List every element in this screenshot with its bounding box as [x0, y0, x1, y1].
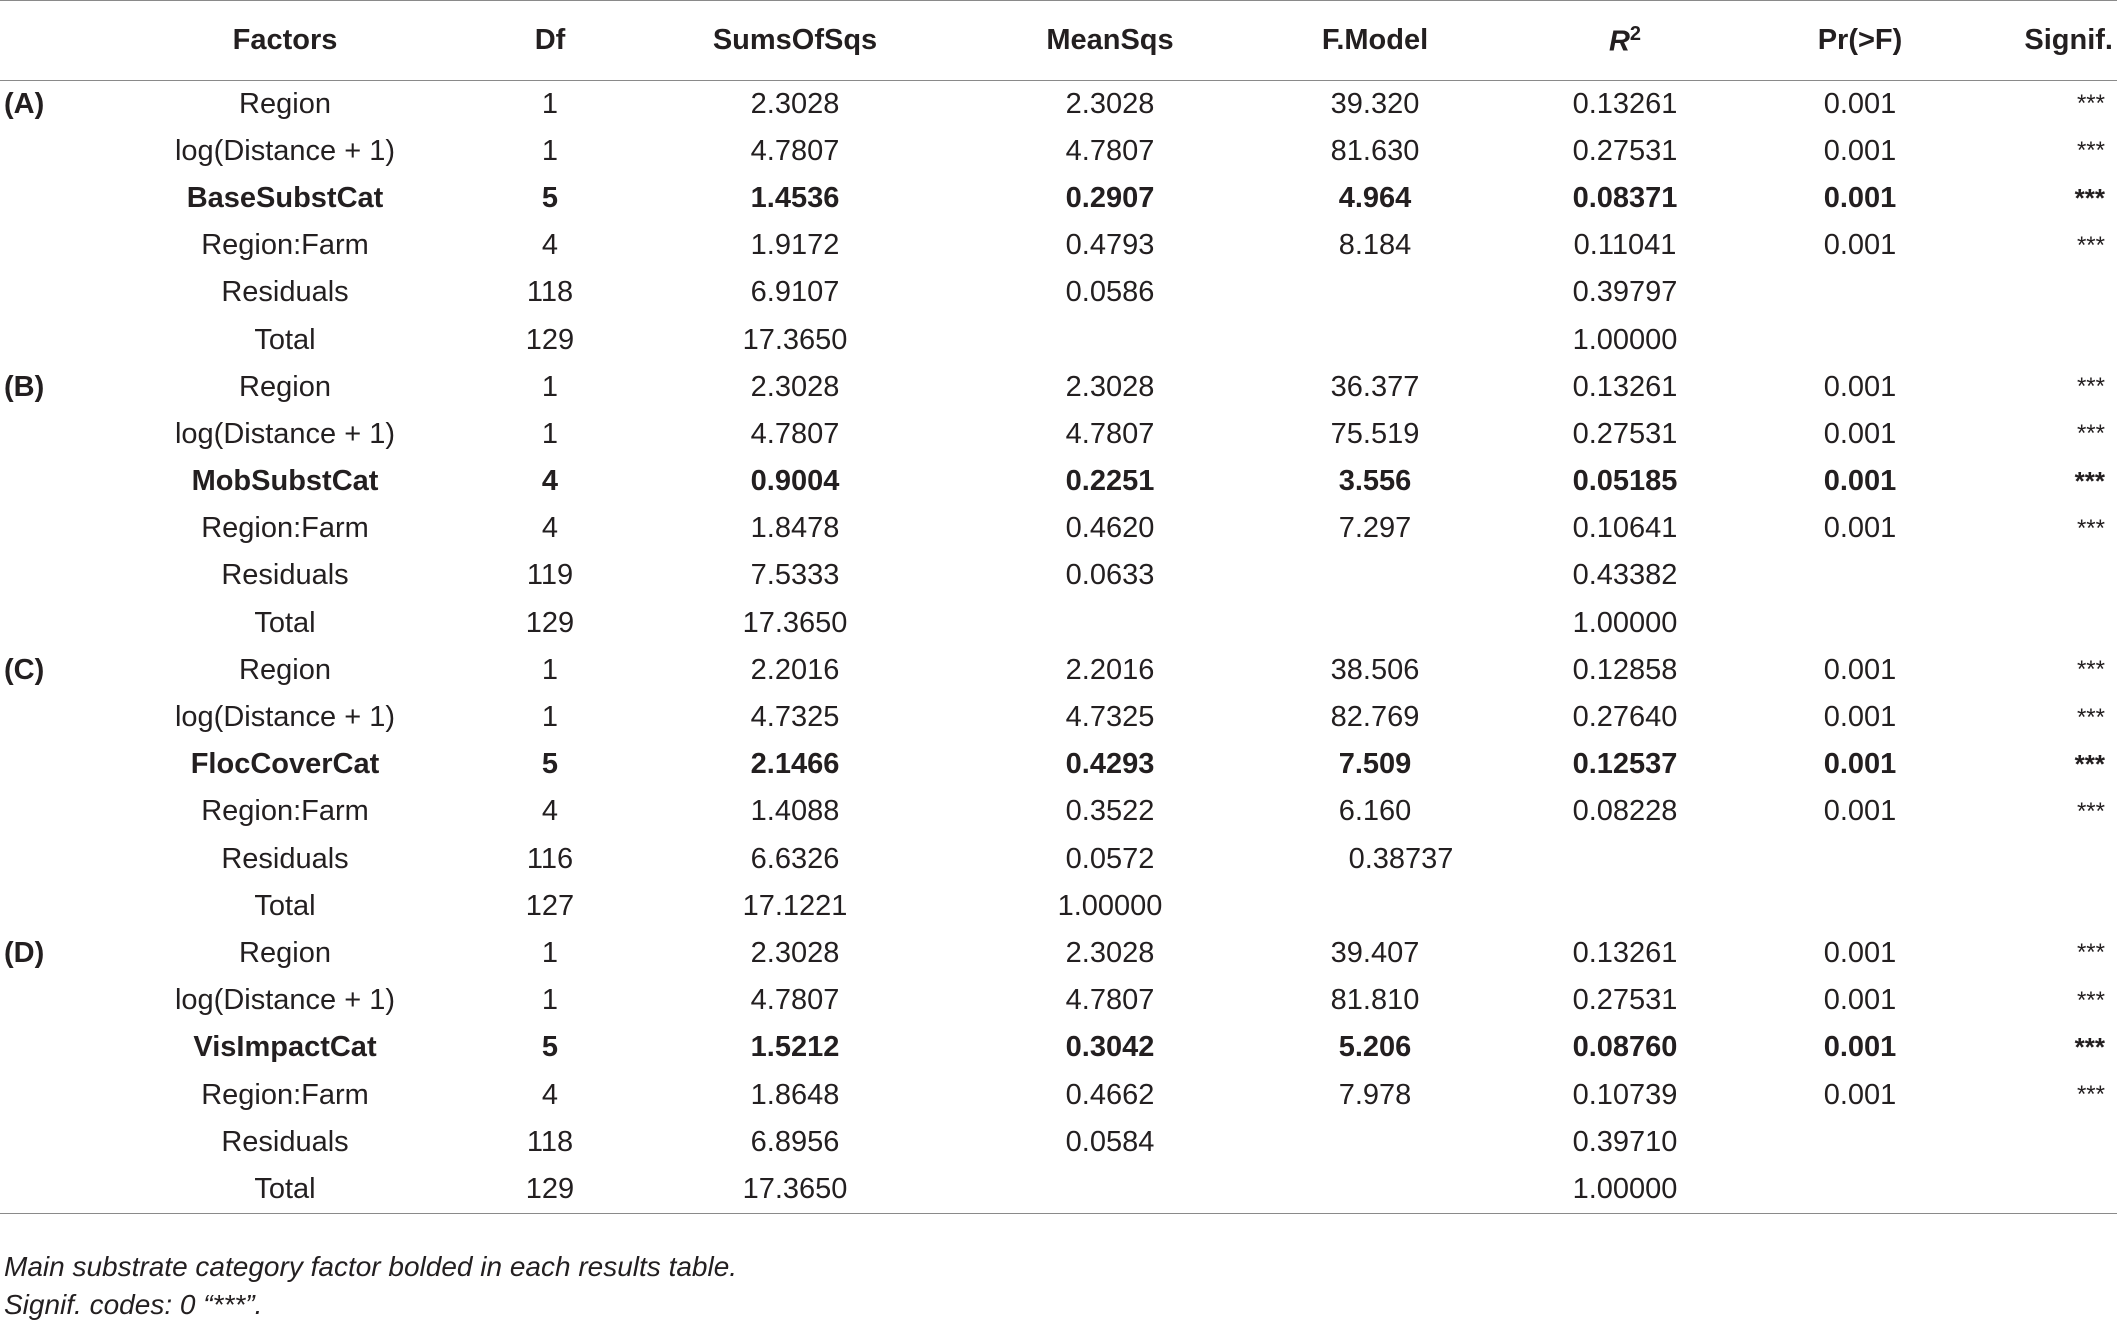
cell-fmodel: 6.160: [1338, 795, 1412, 828]
cell-df: 1: [541, 87, 559, 120]
cell-pr: 0.001: [1823, 1078, 1897, 1111]
cell-sig: [1960, 1119, 2117, 1166]
cell-sums: 6.8956: [750, 1125, 840, 1158]
cell-fmodel: 7.978: [1338, 1078, 1412, 1111]
cell-sig: ***: [2076, 373, 2105, 401]
cell-sig: ***: [2074, 182, 2105, 213]
cell-mean: [960, 1166, 1260, 1213]
cell-sig: ***: [2076, 514, 2105, 542]
cell-df: 4: [541, 1078, 559, 1111]
cell-group: [0, 552, 100, 599]
cell-sums: 2.1466: [750, 748, 840, 781]
cell-group: [0, 316, 100, 363]
cell-mean: 4.7325: [1065, 701, 1155, 734]
cell-fmodel: 8.184: [1338, 229, 1412, 262]
cell-factor: Region: [239, 936, 331, 969]
cell-factor: Total: [254, 323, 316, 356]
header-group: [0, 1, 100, 81]
cell-fmodel: [1260, 600, 1490, 647]
cell-pr: 0.001: [1823, 984, 1897, 1017]
cell-df: 127: [525, 889, 575, 922]
cell-fmodel: 3.556: [1338, 465, 1412, 498]
cell-fmodel: 38.506: [1330, 653, 1420, 686]
cell-factor: BaseSubstCat: [186, 181, 384, 214]
table-body: [0, 81, 2117, 1214]
cell-mean: 0.3042: [1065, 1031, 1155, 1064]
cell-r2: 0.27640: [1572, 701, 1678, 734]
cell-fmodel: 39.320: [1330, 87, 1420, 120]
cell-mean: 1.00000: [1057, 889, 1163, 922]
cell-pr: 0.001: [1823, 134, 1897, 167]
cell-r2: 0.27531: [1572, 984, 1678, 1017]
cell-mean: 0.0633: [1065, 559, 1155, 592]
table-row: [0, 1024, 2117, 1071]
cell-mean: 0.4662: [1065, 1078, 1155, 1111]
cell-sig: ***: [2076, 986, 2105, 1014]
cell-sig: [1960, 1166, 2117, 1213]
cell-sig: ***: [2076, 137, 2105, 165]
cell-factor: Total: [254, 889, 316, 922]
cell-factor: log(Distance + 1): [174, 984, 396, 1017]
cell-mean: 0.4793: [1065, 229, 1155, 262]
cell-factor: log(Distance + 1): [174, 417, 396, 450]
cell-sums: 1.4088: [750, 795, 840, 828]
cell-group: [0, 1166, 100, 1213]
cell-factor: Residuals: [221, 559, 349, 592]
cell-sig: ***: [2076, 939, 2105, 967]
cell-mean: 0.2251: [1065, 465, 1155, 498]
cell-r2: 0.08228: [1572, 795, 1678, 828]
cell-df: 5: [541, 181, 559, 214]
cell-group: (B): [4, 370, 45, 403]
table-header: [0, 1, 2117, 81]
cell-fmodel: 36.377: [1330, 370, 1420, 403]
cell-group: [0, 883, 100, 930]
cell-sums: 0.9004: [750, 465, 840, 498]
table-row: [0, 505, 2117, 552]
cell-sig: [1960, 552, 2117, 599]
cell-sums: 2.2016: [750, 653, 840, 686]
cell-factor: Total: [254, 606, 316, 639]
cell-group: [0, 128, 100, 175]
cell-sums: 4.7325: [750, 701, 840, 734]
cell-pr: 0.001: [1823, 465, 1897, 498]
cell-pr: 0.001: [1823, 795, 1897, 828]
header-signif: Signif.: [2024, 24, 2113, 56]
cell-sig: ***: [2074, 749, 2105, 780]
cell-sums: 7.5333: [750, 559, 840, 592]
cell-group: [0, 1071, 100, 1118]
cell-group: [0, 269, 100, 316]
cell-factor: Region:Farm: [201, 795, 369, 828]
cell-mean: 0.4293: [1065, 748, 1155, 781]
cell-group: (A): [4, 87, 45, 120]
cell-mean: 4.7807: [1065, 417, 1155, 450]
cell-df: 129: [525, 606, 575, 639]
cell-factor: Region: [239, 87, 331, 120]
cell-fmodel: 82.769: [1330, 701, 1420, 734]
cell-group: [0, 1024, 100, 1071]
cell-sums: 2.3028: [750, 87, 840, 120]
cell-df: 129: [525, 323, 575, 356]
cell-pr: 0.001: [1823, 181, 1897, 214]
cell-fmodel: 81.810: [1330, 984, 1420, 1017]
cell-df: 1: [541, 417, 559, 450]
header-mean-sqs: MeanSqs: [1046, 24, 1174, 56]
table-row: [0, 788, 2117, 835]
cell-sums: 1.8478: [750, 512, 840, 545]
cell-factor: log(Distance + 1): [174, 701, 396, 734]
cell-mean: 0.2907: [1065, 181, 1155, 214]
header-f-model: F.Model: [1321, 24, 1429, 56]
cell-sig: ***: [2074, 466, 2105, 497]
cell-r2: 0.13261: [1572, 370, 1678, 403]
cell-fmodel: [1260, 316, 1490, 363]
cell-mean: [960, 600, 1260, 647]
cell-pr: [1760, 269, 1960, 316]
cell-r2: 0.10641: [1572, 512, 1678, 545]
cell-sig: ***: [2076, 90, 2105, 118]
cell-group: [0, 1119, 100, 1166]
cell-mean: 0.4620: [1065, 512, 1155, 545]
cell-factor: Total: [254, 1172, 316, 1205]
cell-r2: [1490, 836, 1760, 883]
header-r-squared: $R^2$: [1608, 22, 1642, 58]
cell-sums: 6.6326: [750, 842, 840, 875]
cell-r2: 0.12858: [1572, 653, 1678, 686]
cell-group: [0, 788, 100, 835]
cell-df: 1: [541, 701, 559, 734]
cell-r2: 1.00000: [1572, 323, 1678, 356]
cell-df: 129: [525, 1172, 575, 1205]
cell-factor: FlocCoverCat: [190, 748, 380, 781]
cell-r2: 0.05185: [1572, 465, 1678, 498]
cell-pr: 0.001: [1823, 936, 1897, 969]
cell-pr: [1760, 1166, 1960, 1213]
table-row: [0, 694, 2117, 741]
cell-pr: [1760, 552, 1960, 599]
cell-group: (C): [4, 653, 45, 686]
cell-df: 5: [541, 1031, 559, 1064]
cell-sums: 17.1221: [742, 889, 848, 922]
cell-pr: [1760, 316, 1960, 363]
table-row: [0, 81, 2117, 128]
cell-sig: [1960, 600, 2117, 647]
cell-pr: 0.001: [1823, 748, 1897, 781]
cell-sums: 1.9172: [750, 229, 840, 262]
cell-sums: 1.8648: [750, 1078, 840, 1111]
cell-fmodel: [1260, 1119, 1490, 1166]
cell-mean: 4.7807: [1065, 134, 1155, 167]
cell-factor: VisImpactCat: [193, 1031, 377, 1064]
table-row: [0, 552, 2117, 599]
table-row: [0, 930, 2117, 977]
cell-factor: MobSubstCat: [191, 465, 379, 498]
table-row: [0, 741, 2117, 788]
table-row: [0, 411, 2117, 458]
header-sums-of-sqs: SumsOfSqs: [712, 24, 878, 56]
cell-mean: 0.0586: [1065, 276, 1155, 309]
cell-group: [0, 505, 100, 552]
cell-factor: Region:Farm: [201, 512, 369, 545]
cell-mean: [960, 316, 1260, 363]
table-row: [0, 647, 2117, 694]
cell-r2: 0.10739: [1572, 1078, 1678, 1111]
cell-pr: 0.001: [1823, 512, 1897, 545]
cell-factor: Residuals: [221, 1125, 349, 1158]
cell-sig: [1960, 836, 2117, 883]
cell-sig: ***: [2076, 703, 2105, 731]
cell-df: 5: [541, 748, 559, 781]
cell-fmodel: 75.519: [1330, 417, 1420, 450]
cell-factor: Region: [239, 370, 331, 403]
cell-r2: [1490, 883, 1760, 930]
table-row: [0, 128, 2117, 175]
cell-r2: 0.39797: [1572, 276, 1678, 309]
cell-group: [0, 977, 100, 1024]
cell-pr: 0.001: [1823, 87, 1897, 120]
table-row: [0, 364, 2117, 411]
cell-factor: Residuals: [221, 842, 349, 875]
cell-group: [0, 600, 100, 647]
cell-sums: 4.7807: [750, 984, 840, 1017]
cell-df: 118: [526, 276, 574, 309]
cell-group: [0, 411, 100, 458]
cell-mean: 2.2016: [1065, 653, 1155, 686]
cell-r2: 0.08760: [1572, 1031, 1678, 1064]
cell-group: [0, 222, 100, 269]
cell-sums: 1.4536: [750, 181, 840, 214]
cell-r2: 0.08371: [1572, 181, 1678, 214]
table-row: [0, 977, 2117, 1024]
cell-df: 4: [541, 795, 559, 828]
cell-df: 1: [541, 936, 559, 969]
cell-pr: [1760, 883, 1960, 930]
cell-r2: 1.00000: [1572, 1172, 1678, 1205]
cell-fmodel: [1260, 1166, 1490, 1213]
cell-sums: 6.9107: [750, 276, 840, 309]
cell-sig: [1960, 316, 2117, 363]
table-row: [0, 1071, 2117, 1118]
footnote-bold-note: Main substrate category factor bolded in each results table.: [4, 1251, 738, 1282]
cell-sums: 1.5212: [750, 1031, 840, 1064]
cell-sig: ***: [2076, 420, 2105, 448]
cell-pr: [1760, 600, 1960, 647]
cell-df: 4: [541, 465, 559, 498]
cell-sig: [1960, 883, 2117, 930]
cell-sig: ***: [2076, 797, 2105, 825]
cell-sums: 4.7807: [750, 134, 840, 167]
cell-pr: 0.001: [1823, 229, 1897, 262]
cell-sums: 17.3650: [742, 323, 848, 356]
cell-fmodel: 5.206: [1338, 1031, 1412, 1064]
cell-fmodel: 0.38737: [1348, 842, 1454, 875]
cell-sums: 4.7807: [750, 417, 840, 450]
cell-fmodel: 81.630: [1330, 134, 1420, 167]
cell-mean: 2.3028: [1065, 370, 1155, 403]
table-row: [0, 600, 2117, 647]
cell-sig: ***: [2074, 1032, 2105, 1063]
cell-df: 1: [541, 984, 559, 1017]
cell-df: 1: [541, 370, 559, 403]
cell-mean: 2.3028: [1065, 87, 1155, 120]
cell-sig: ***: [2076, 1081, 2105, 1109]
cell-pr: 0.001: [1823, 1031, 1897, 1064]
header-df: Df: [534, 24, 566, 56]
cell-factor: Residuals: [221, 276, 349, 309]
cell-df: 4: [541, 512, 559, 545]
table-footnotes: [4, 1248, 737, 1324]
cell-group: [0, 458, 100, 505]
cell-df: 116: [526, 842, 574, 875]
cell-pr: [1760, 836, 1960, 883]
cell-fmodel: 4.964: [1338, 181, 1412, 214]
cell-mean: 4.7807: [1065, 984, 1155, 1017]
cell-r2: 0.11041: [1573, 229, 1677, 262]
table-row: [0, 1119, 2117, 1166]
cell-group: (D): [4, 936, 45, 969]
cell-r2: 0.13261: [1572, 936, 1678, 969]
cell-fmodel: 7.297: [1338, 512, 1412, 545]
cell-r2: 0.27531: [1572, 134, 1678, 167]
cell-pr: 0.001: [1823, 653, 1897, 686]
cell-df: 1: [541, 653, 559, 686]
header-factors: Factors: [232, 24, 338, 56]
cell-pr: 0.001: [1823, 701, 1897, 734]
cell-fmodel: [1260, 269, 1490, 316]
cell-df: 4: [541, 229, 559, 262]
header-pr-f: Pr(>F): [1817, 24, 1903, 56]
cell-df: 118: [526, 1125, 574, 1158]
cell-sig: ***: [2076, 656, 2105, 684]
cell-sig: [1960, 269, 2117, 316]
cell-fmodel: 7.509: [1338, 748, 1412, 781]
cell-mean: 2.3028: [1065, 936, 1155, 969]
cell-mean: 0.0584: [1065, 1125, 1155, 1158]
cell-mean: 0.0572: [1065, 842, 1155, 875]
cell-r2: 0.43382: [1572, 559, 1678, 592]
cell-df: 119: [526, 559, 574, 592]
cell-mean: 0.3522: [1065, 795, 1155, 828]
cell-fmodel: [1260, 552, 1490, 599]
cell-r2: 0.27531: [1572, 417, 1678, 450]
cell-sums: 2.3028: [750, 370, 840, 403]
cell-sums: 17.3650: [742, 606, 848, 639]
table-row: [0, 222, 2117, 269]
table-row: [0, 175, 2117, 222]
cell-pr: 0.001: [1823, 370, 1897, 403]
cell-pr: 0.001: [1823, 417, 1897, 450]
cell-r2: 0.13261: [1572, 87, 1678, 120]
cell-df: 1: [541, 134, 559, 167]
cell-group: [0, 175, 100, 222]
cell-factor: Region:Farm: [201, 1078, 369, 1111]
table-row: [0, 269, 2117, 316]
cell-factor: Region: [239, 653, 331, 686]
cell-fmodel: 39.407: [1330, 936, 1420, 969]
cell-group: [0, 836, 100, 883]
table-row: [0, 883, 2117, 930]
cell-sums: 17.3650: [742, 1172, 848, 1205]
cell-group: [0, 741, 100, 788]
cell-group: [0, 694, 100, 741]
table-row: [0, 458, 2117, 505]
cell-r2: 0.39710: [1572, 1125, 1678, 1158]
table-row: [0, 1166, 2117, 1213]
footnote-signif-codes: Signif. codes: 0 “***”.: [4, 1289, 263, 1320]
cell-sums: 2.3028: [750, 936, 840, 969]
cell-r2: 0.12537: [1572, 748, 1678, 781]
cell-r2: 1.00000: [1572, 606, 1678, 639]
cell-factor: Region:Farm: [201, 229, 369, 262]
cell-factor: log(Distance + 1): [174, 134, 396, 167]
table-row: [0, 836, 2117, 883]
table-row: [0, 316, 2117, 363]
cell-fmodel: [1260, 883, 1490, 930]
cell-sig: ***: [2076, 231, 2105, 259]
cell-pr: [1760, 1119, 1960, 1166]
